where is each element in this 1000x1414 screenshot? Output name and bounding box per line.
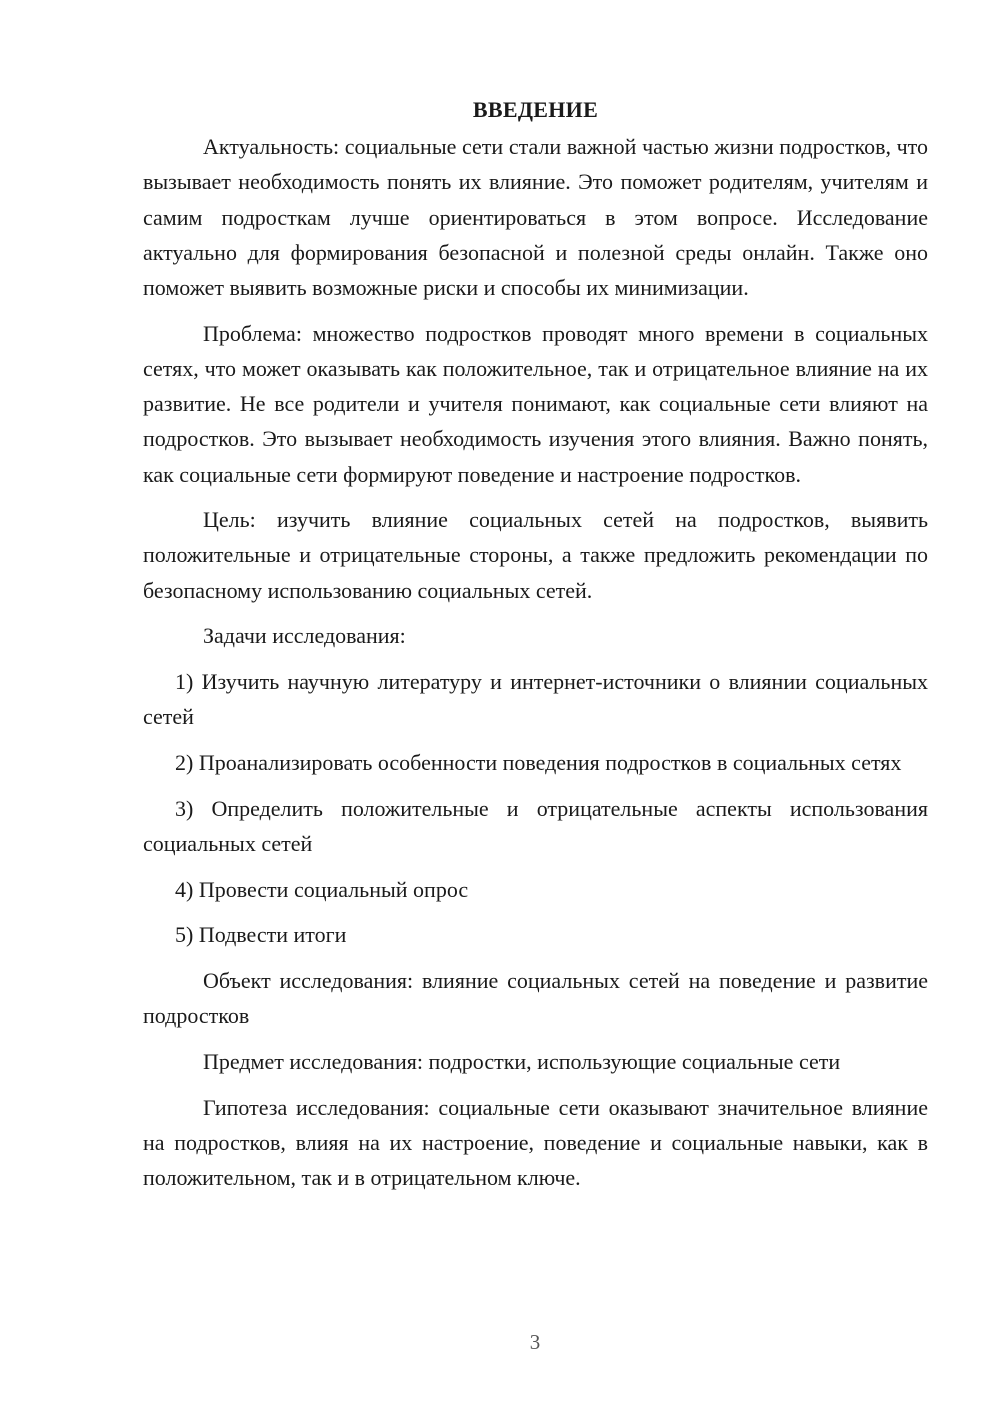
object-paragraph: Объект исследования: влияние социальных сетей на поведение и развитие подростков [143, 967, 928, 1029]
tasks-heading: Задачи исследования: [203, 623, 406, 649]
task-item-3: 3) Определить положительные и отрицательные аспекты использования социальных сетей [143, 795, 928, 856]
task-item-5: 5) Подвести итоги [175, 922, 347, 948]
task-item-4: 4) Провести социальный опрос [175, 876, 469, 902]
problem-paragraph: Проблема: множество подростков проводят много времени в социальных сетях, что может оказывать как положительное, так и отрицательное влияние на их развитие. Не все родители и учителя понимают, как социальные сети влияют на подростков. Это вызывает необходимость изучения этого влияния. Важно понять, как социальные сети формируют поведение и настроение подростков. [143, 320, 928, 487]
document-page [143, 92, 928, 1206]
document-title: ВВЕДЕНИЕ [472, 97, 599, 122]
goal-paragraph: Цель: изучить влияние социальных сетей на подростков, выявить положительные и отрицательные стороны, а также предложить рекомендации по безопасному использованию социальных сетей. [143, 507, 928, 603]
page-number: 3 [529, 1330, 541, 1354]
subject-paragraph: Предмет исследования: подростки, использующие социальные сети [203, 1048, 841, 1074]
relevance-paragraph: Актуальность: социальные сети стали важной частью жизни подростков, что вызывает необходимость понять их влияние. Это поможет родителям, учителям и самим подросткам лучше ориентироваться в этом вопросе. Исследование актуально для формирования безопасной и полезной среды онлайн. Также оно поможет выявить возможные риски и способы их минимизации. [143, 134, 928, 301]
hypothesis-paragraph: Гипотеза исследования: социальные сети оказывают значительное влияние на подростков, влияя на их настроение, поведение и социальные навыки, как в положительном, так и в отрицательном ключе. [143, 1094, 928, 1190]
task-item-1: 1) Изучить научную литературу и интернет-источники о влиянии социальных сетей [143, 669, 928, 730]
task-item-2: 2) Проанализировать особенности поведения подростков в социальных сетях [175, 749, 902, 775]
